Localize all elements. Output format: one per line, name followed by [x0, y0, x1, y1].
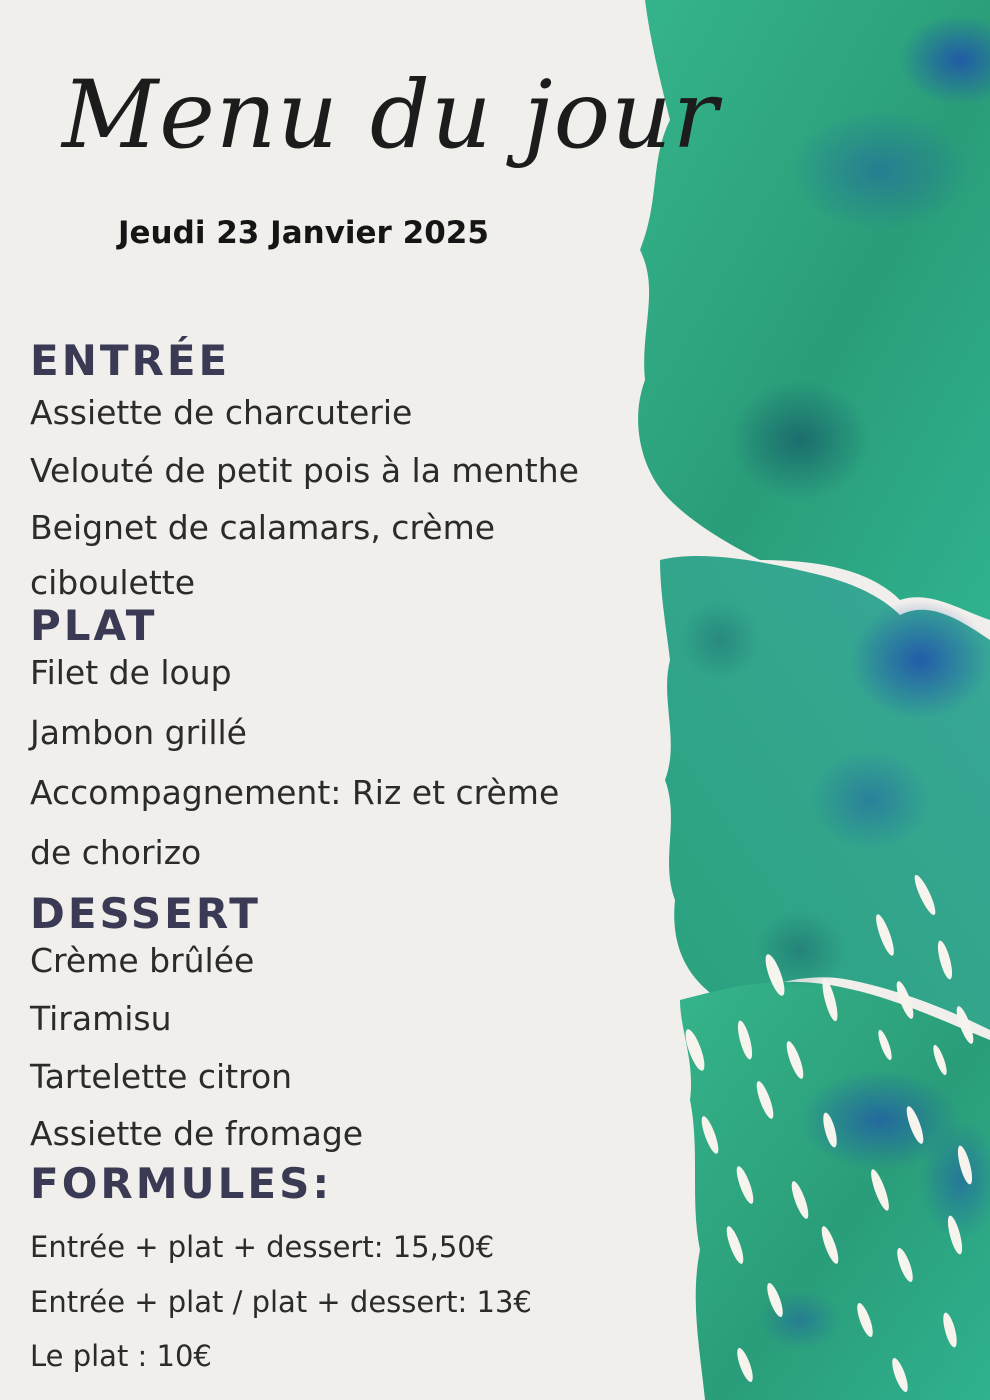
menu-date: Jeudi 23 Janvier 2025	[118, 215, 489, 251]
menu-item: Tiramisu	[30, 999, 172, 1038]
section-heading-formules: FORMULES:	[30, 1159, 333, 1208]
menu-item: Assiette de fromage	[30, 1114, 364, 1153]
menu-item: ciboulette	[30, 563, 196, 602]
section-heading-plat: PLAT	[30, 601, 158, 650]
menu-item: Jambon grillé	[30, 713, 247, 752]
menu-item: Crème brûlée	[30, 941, 255, 980]
formule-item: Entrée + plat + dessert: 15,50€	[30, 1230, 495, 1264]
menu-item: Beignet de calamars, crème	[30, 508, 496, 547]
menu-item: Velouté de petit pois à la menthe	[30, 451, 579, 490]
menu-item: Assiette de charcuterie	[30, 393, 413, 432]
formule-item: Entrée + plat / plat + dessert: 13€	[30, 1285, 532, 1319]
menu-item: de chorizo	[30, 833, 202, 872]
menu-item: Filet de loup	[30, 653, 232, 692]
section-heading-dessert: DESSERT	[30, 889, 261, 938]
menu-item: Tartelette citron	[30, 1057, 293, 1096]
formule-item: Le plat : 10€	[30, 1339, 212, 1373]
menu-item: Accompagnement: Riz et crème	[30, 773, 560, 812]
menu-title: Menu du jour	[62, 61, 719, 170]
section-heading-entree: ENTRÉE	[30, 336, 231, 385]
